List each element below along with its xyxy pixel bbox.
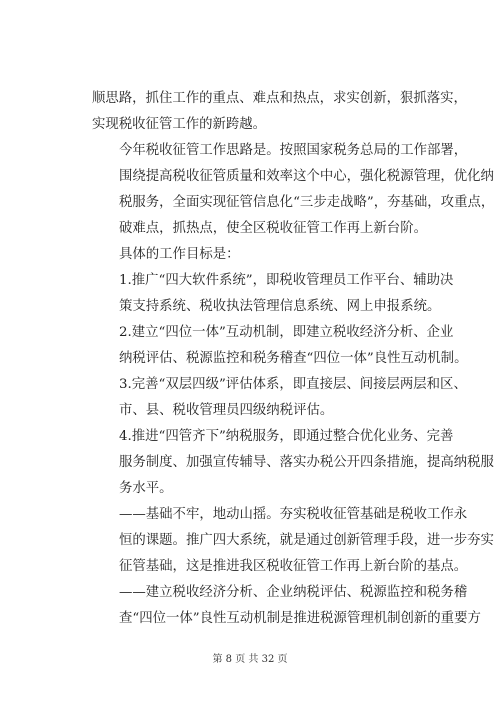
- paragraph: [92, 424, 494, 502]
- text-line: 今年税收征管工作思路是。按照国家税务总局的工作部署，: [119, 143, 468, 158]
- text-line: 破难点，抓热点，使全区税收征管工作再上新台阶。: [119, 221, 427, 236]
- paragraph: [92, 372, 467, 424]
- paragraph: [92, 580, 481, 632]
- text-line: 围绕提高税收征管质量和效率这个中心，强化税源管理，优化纳: [119, 169, 494, 184]
- text-line: 策支持系统、税收执法管理信息系统、网上申报系统。: [119, 299, 441, 314]
- text-line: 2.建立“四位一体”互动机制，即建立税收经济分析、企业: [119, 325, 454, 340]
- text-line: 1.推广“四大软件系统”，即税收管理员工作平台、辅助决: [119, 273, 454, 288]
- text-line: 顺思路，抓住工作的重点、难点和热点，求实创新，狠抓落实，: [92, 91, 467, 106]
- paragraph: [92, 320, 468, 372]
- text-line: 4.推进“四管齐下”纳税服务，即通过整合优化业务、完善: [119, 429, 454, 444]
- text-line: 实现税收征管工作的新跨越。: [92, 117, 267, 132]
- paragraph: [92, 86, 467, 138]
- paragraph: [92, 242, 420, 268]
- text-line: 服务制度、加强宣传辅导、落实办税公开四条措施，提高纳税服: [119, 455, 494, 470]
- text-line: 务水平。: [119, 481, 173, 496]
- paragraph: [92, 502, 494, 580]
- text-line: 查“四位一体”良性互动机制是推进税源管理机制创新的重要方: [119, 611, 481, 626]
- text-line: 纳税评估、税源监控和税务稽查“四位一体”良性互动机制。: [119, 351, 468, 366]
- text-line: 征管基础，这是推进我区税收征管工作再上新台阶的基点。: [119, 559, 468, 574]
- document-body: [92, 86, 495, 632]
- page-footer: 第 8 页 共 32 页: [212, 654, 288, 665]
- text-line: ——建立税收经济分析、企业纳税评估、税源监控和税务稽: [119, 585, 468, 600]
- text-line: 市、县、税收管理员四级纳税评估。: [119, 403, 334, 418]
- text-line: 恒的课题。推广四大系统，就是通过创新管理手段，进一步夯实: [119, 533, 494, 548]
- text-line: 3.完善“双层四级”评估体系，即直接层、间接层两层和区、: [119, 377, 467, 392]
- text-line: 税服务，全面实现征管信息化“三步走战略”，夯基础，攻重点，: [119, 195, 495, 210]
- paragraph: [92, 268, 454, 320]
- text-line: ——基础不牢，地动山摇。夯实税收征管基础是税收工作永: [119, 507, 468, 522]
- paragraph: [92, 138, 495, 242]
- text-line: 具体的工作目标是：: [119, 247, 240, 262]
